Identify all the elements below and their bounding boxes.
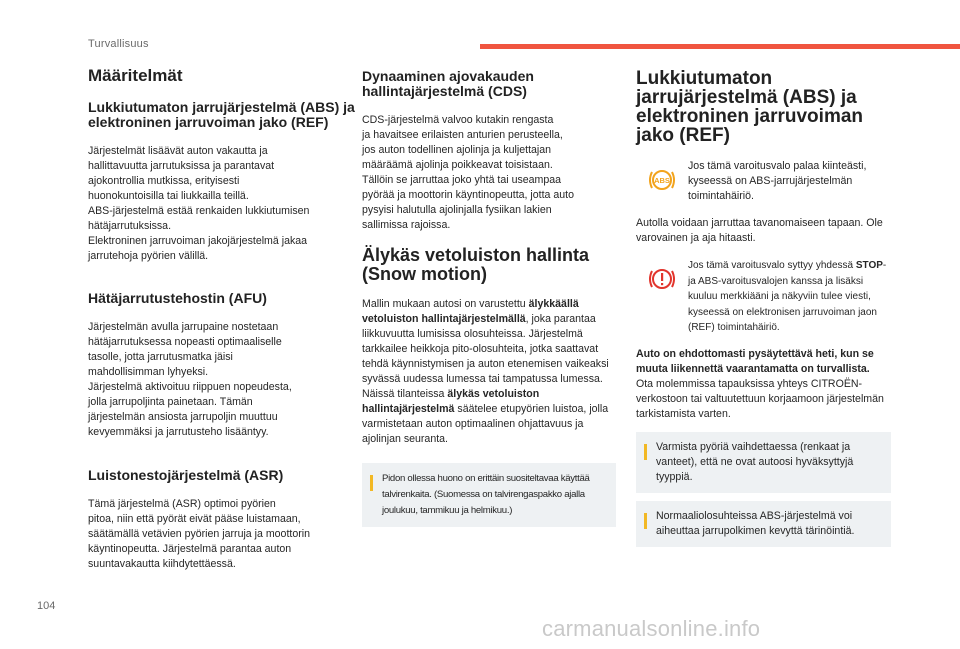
ref-warning-text: Jos tämä varoitusvalo syttyy yhdessä STOP- ja ABS-varoitusvalojen kanssa ja lisäksi kuuluu merkkiääni ja näkyviin tulee viesti, kyseessä on elektronisen jarruvoiman jaon (REF) toimintahäiriö. bbox=[688, 260, 887, 333]
header-accent-bar bbox=[480, 44, 960, 49]
abs-vibration-note-text: Normaaliolosuhteissa ABS-järjestelmä voi aiheuttaa jarrupolkimen kevyttä tärinöintiä. bbox=[656, 509, 855, 537]
wheel-change-note-text: Varmista pyöriä vaihdettaessa (renkaat ja vanteet), että ne ovat autoosi hyväksyttyjä tyyppiä. bbox=[656, 440, 854, 483]
abs-fault-paragraph: Autolla voidaan jarruttaa tavanomaiseen tapaan. Ole varovainen ja aja hitaasti. bbox=[636, 217, 883, 244]
asr-heading: Luistonestojärjestelmä (ASR) bbox=[88, 467, 284, 483]
afu-heading: Hätäjarrutustehostin (AFU) bbox=[88, 290, 267, 306]
watermark: carmanualsonline.info bbox=[542, 616, 761, 641]
ref-warning-row bbox=[636, 258, 891, 336]
asr-paragraph: Tämä järjestelmä (ASR) optimoi pyörien pitoa, niin että pyörät eivät pääse luistamaan, säätämällä vetävien pyörien jarruja ja moottorin käyntinopeutta. Järjestelmä parantaa auton suuntavakautta kiihdytettäessä. bbox=[88, 498, 310, 570]
contact-dealer-paragraph: Ota molemmissa tapauksissa yhteys CITROËN-verkostoon tai valtuutettuun korjaamoon järjestelmän tarkistamista varten. bbox=[636, 377, 884, 420]
afu-paragraph: Järjestelmän avulla jarrupaine nostetaan hätäjarrutuksessa nopeasti optimaaliselle tasolle, jotta jarrutusmatka jäisi mahdollisimman lyhyeksi. Järjestelmä aktivoituu riippuen nopeudesta, jolla jarrupoljinta painetaan. Tämän järjestelmän ansiosta jarrupoljin muuttuu kevyemmäksi ja jarrutusteho lisääntyy. bbox=[88, 321, 292, 438]
abs-ref-main-heading: Lukkiutumaton jarrujärjestelmä (ABS) ja elektroninen jarruvoiman jako (REF) bbox=[636, 68, 864, 146]
brake-warning-icon bbox=[636, 258, 688, 292]
snow-motion-paragraph: Mallin mukaan autosi on varustettu älykkäällä vetoluiston hallintajärjestelmällä, joka parantaa liikkuvuutta lumisissa olosuhteissa. Järjestelmä tarkkailee heikkoja pito-olosuhteita, jotka saattavat tehdä käynnistymisen ja auton etenemisen vaikeaksi syvässä uudessa lumessa tai tampatussa lumessa. Näissä tilanteissa älykäs vetoluiston hallintajärjestelmä säätelee etupyörien luistoa, jolla varmistetaan auton optimaalinen ohjattavuus ja ajolinjan seuranta. bbox=[362, 298, 609, 445]
wheel-change-note bbox=[636, 432, 891, 493]
abs-warning-row bbox=[636, 159, 891, 204]
snow-motion-heading: Älykäs vetoluiston hallinta (Snow motion) bbox=[362, 245, 590, 284]
abs-ref-paragraph: Järjestelmät lisäävät auton vakautta ja hallittavuutta jarrutuksissa ja parantavat ajokontrollia mutkissa, erityisesti huonokuntoisilla tai liukkailla teillä. ABS-järjestelmä estää renkaiden lukkiutumisen hätäjarrutuksissa. Elektroninen jarruvoiman jakojärjestelmä jakaa jarrutehoja pyörien välillä. bbox=[88, 145, 310, 262]
winter-tyre-note-text: Pidon ollessa huono on erittäin suositeltavaa käyttää talvirenkaita. (Suomessa on talvirengaspakko ajalla joulukuu, tammikuu ja helmikuu.) bbox=[382, 473, 590, 516]
abs-vibration-note bbox=[636, 501, 891, 547]
cds-paragraph: CDS-järjestelmä valvoo kutakin rengasta ja havaitsee erilaisten anturien perusteella, jos auton todellinen ajolinja ja kuljettajan määräämä ajolinja poikkeavat toisistaan. Tällöin se jarruttaa joko yhtä tai useampaa pyörää ja moottorin käyntinopeutta, jotta auto pysyisi halutulla ajolinjalla fysiikan lakien sallimissa rajoissa. bbox=[362, 114, 575, 231]
abs-warning-icon bbox=[636, 159, 688, 193]
column-definitions bbox=[88, 66, 356, 572]
column-abs-ref bbox=[636, 66, 891, 547]
cds-heading: Dynaaminen ajovakauden hallintajärjestelmä (CDS) bbox=[362, 68, 534, 99]
column-cds-snow bbox=[362, 66, 616, 527]
abs-warning-text: Jos tämä varoitusvalo palaa kiinteästi, kyseessä on ABS-jarrujärjestelmän toimintahäiriö. bbox=[688, 160, 867, 202]
definitions-title: Määritelmät bbox=[88, 66, 183, 85]
page-number: 104 bbox=[37, 600, 56, 612]
abs-ref-heading: Lukkiutumaton jarrujärjestelmä (ABS) ja elektroninen jarruvoiman jako (REF) bbox=[88, 99, 355, 130]
section-label: Turvallisuus bbox=[88, 38, 149, 50]
stop-immediately-paragraph: Auto on ehdottomasti pysäytettävä heti, kun se muuta liikennettä vaarantamatta on turvallista. bbox=[636, 347, 874, 375]
winter-tyre-note bbox=[362, 463, 616, 527]
svg-text:ABS: ABS bbox=[654, 176, 670, 185]
